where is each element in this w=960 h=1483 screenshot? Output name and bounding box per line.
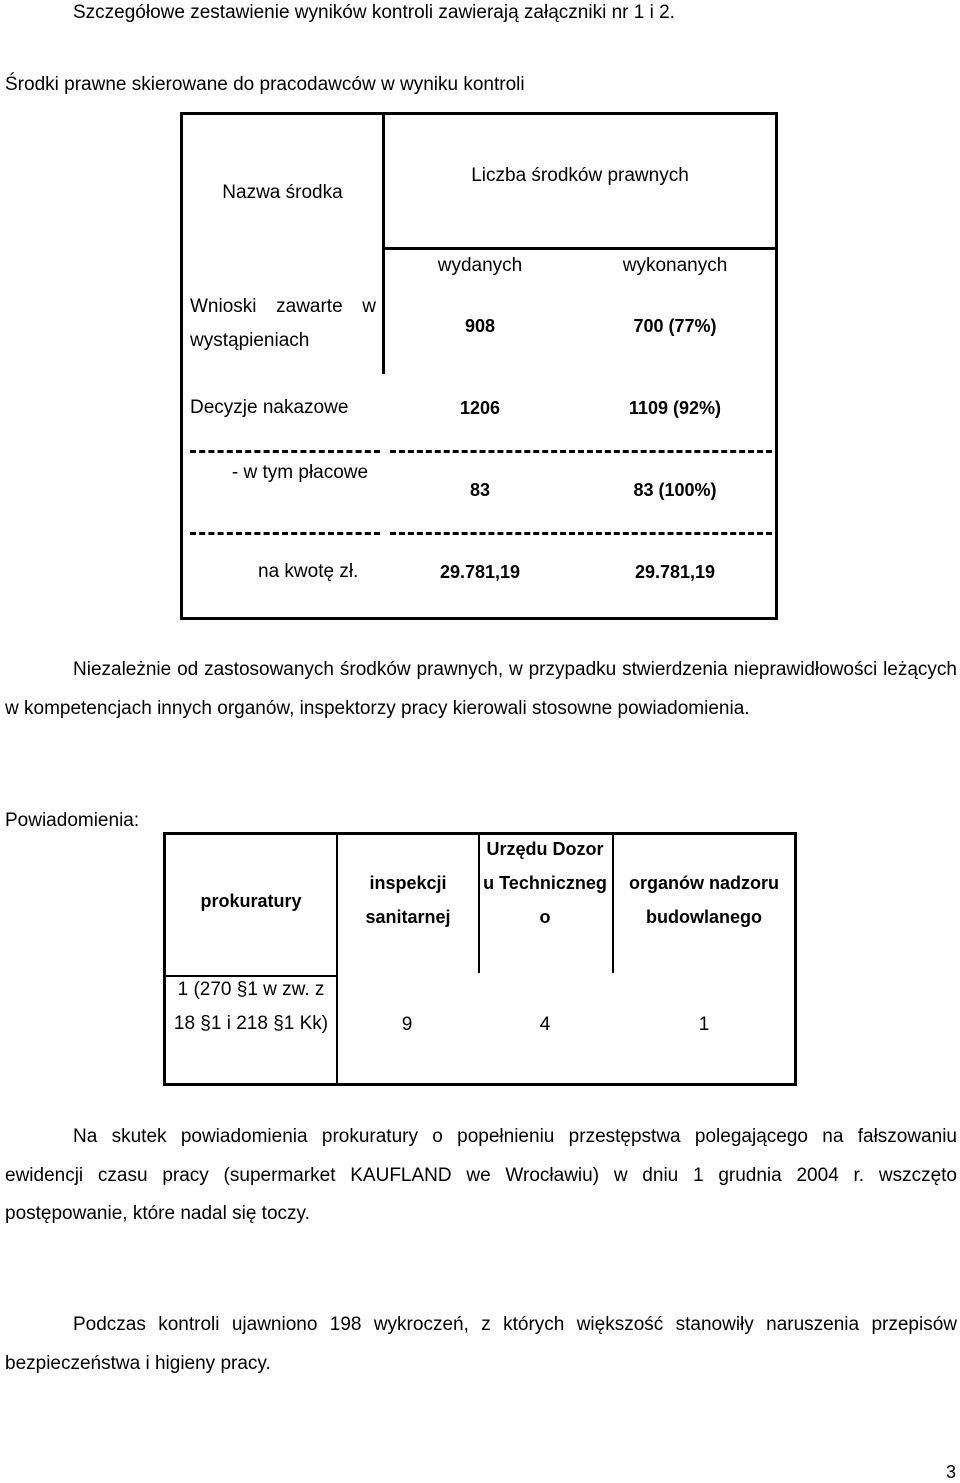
table1-dashed-rule: [190, 532, 380, 535]
notifications-label: Powiadomienia:: [5, 810, 140, 831]
table2-value-prosecution: 1 (270 §1 w zw. z 18 §1 i 218 §1 Kk): [173, 979, 329, 1034]
table1-row-name: Decyzje nakazowe: [190, 397, 349, 418]
table1-row-name: na kwotę zł.: [258, 561, 359, 582]
table1-row-executed: 1109 (92%): [628, 397, 722, 418]
table1-row-executed: 700 (77%): [633, 315, 717, 336]
page-number: 3: [945, 1462, 956, 1482]
intro-text: Szczegółowe zestawienie wyników kontroli zawierają załączniki nr 1 i 2.: [73, 2, 675, 23]
table2-header-udt: Urzędu Dozoru Technicznego: [483, 839, 607, 927]
paragraph-text: Podczas kontroli ujawniono 198 wykroczeń, z których większość stanowiły naruszenia przepisów bezpieczeństwa i higieny pracy.: [5, 1314, 957, 1374]
table1-row-executed: 83 (100%): [633, 479, 717, 500]
table1-row-issued: 83: [469, 479, 491, 500]
table2-header-sanitary: inspekcji sanitarnej: [365, 873, 451, 927]
paragraph-offences: [5, 1306, 957, 1383]
table2-divider: [612, 835, 614, 973]
table1-header-group: Liczba środków prawnych: [471, 165, 689, 186]
table1-header-issued: wydanych: [437, 255, 523, 276]
section-heading: Środki prawne skierowane do pracodawców w wyniku kontroli: [5, 74, 525, 95]
paragraph-prosecution-result: [5, 1118, 957, 1234]
table1-dashed-rule: [390, 450, 772, 453]
table1-header-executed: wykonanych: [622, 255, 728, 276]
table1-row-issued: 1206: [459, 397, 501, 418]
paragraph-text: Na skutek powiadomienia prokuratury o popełnieniu przestępstwa polegającego na fałszowaniu ewidencji czasu pracy (supermarket KAUFLAND we Wrocławiu) w dniu 1 grudnia 2004 r. wszczęto postępowanie, które nadal się toczy.: [5, 1126, 957, 1224]
table1-row-executed: 29.781,19: [634, 561, 716, 582]
paragraph-text: Niezależnie od zastosowanych środków prawnych, w przypadku stwierdzenia nieprawidłowości leżących w kompetencjach innych organów, inspektorzy pracy kierowali stosowne powiadomienia.: [5, 659, 957, 719]
table1-row-issued: 908: [464, 315, 496, 336]
table2-value-building: 1: [698, 1014, 710, 1035]
table1-row-name: - w tym płacowe: [231, 462, 369, 483]
table1-header-name: Nazwa środka: [222, 181, 343, 203]
table2-value-udt: 4: [539, 1014, 551, 1035]
table2-header-prosecution: prokuratury: [200, 891, 302, 911]
table1-row-name: Wnioski zawarte w wystąpieniach: [190, 296, 376, 351]
table2-divider: [336, 835, 338, 1083]
paragraph-notifications-intro: [5, 651, 957, 728]
table2-header-building: organów nadzoru budowlanego: [629, 873, 779, 927]
table1-row-issued: 29.781,19: [439, 561, 521, 582]
table2-divider: [478, 835, 480, 973]
table2-value-sanitary: 9: [401, 1014, 413, 1035]
table1-dashed-rule: [390, 532, 772, 535]
table1-dashed-rule: [190, 450, 380, 453]
